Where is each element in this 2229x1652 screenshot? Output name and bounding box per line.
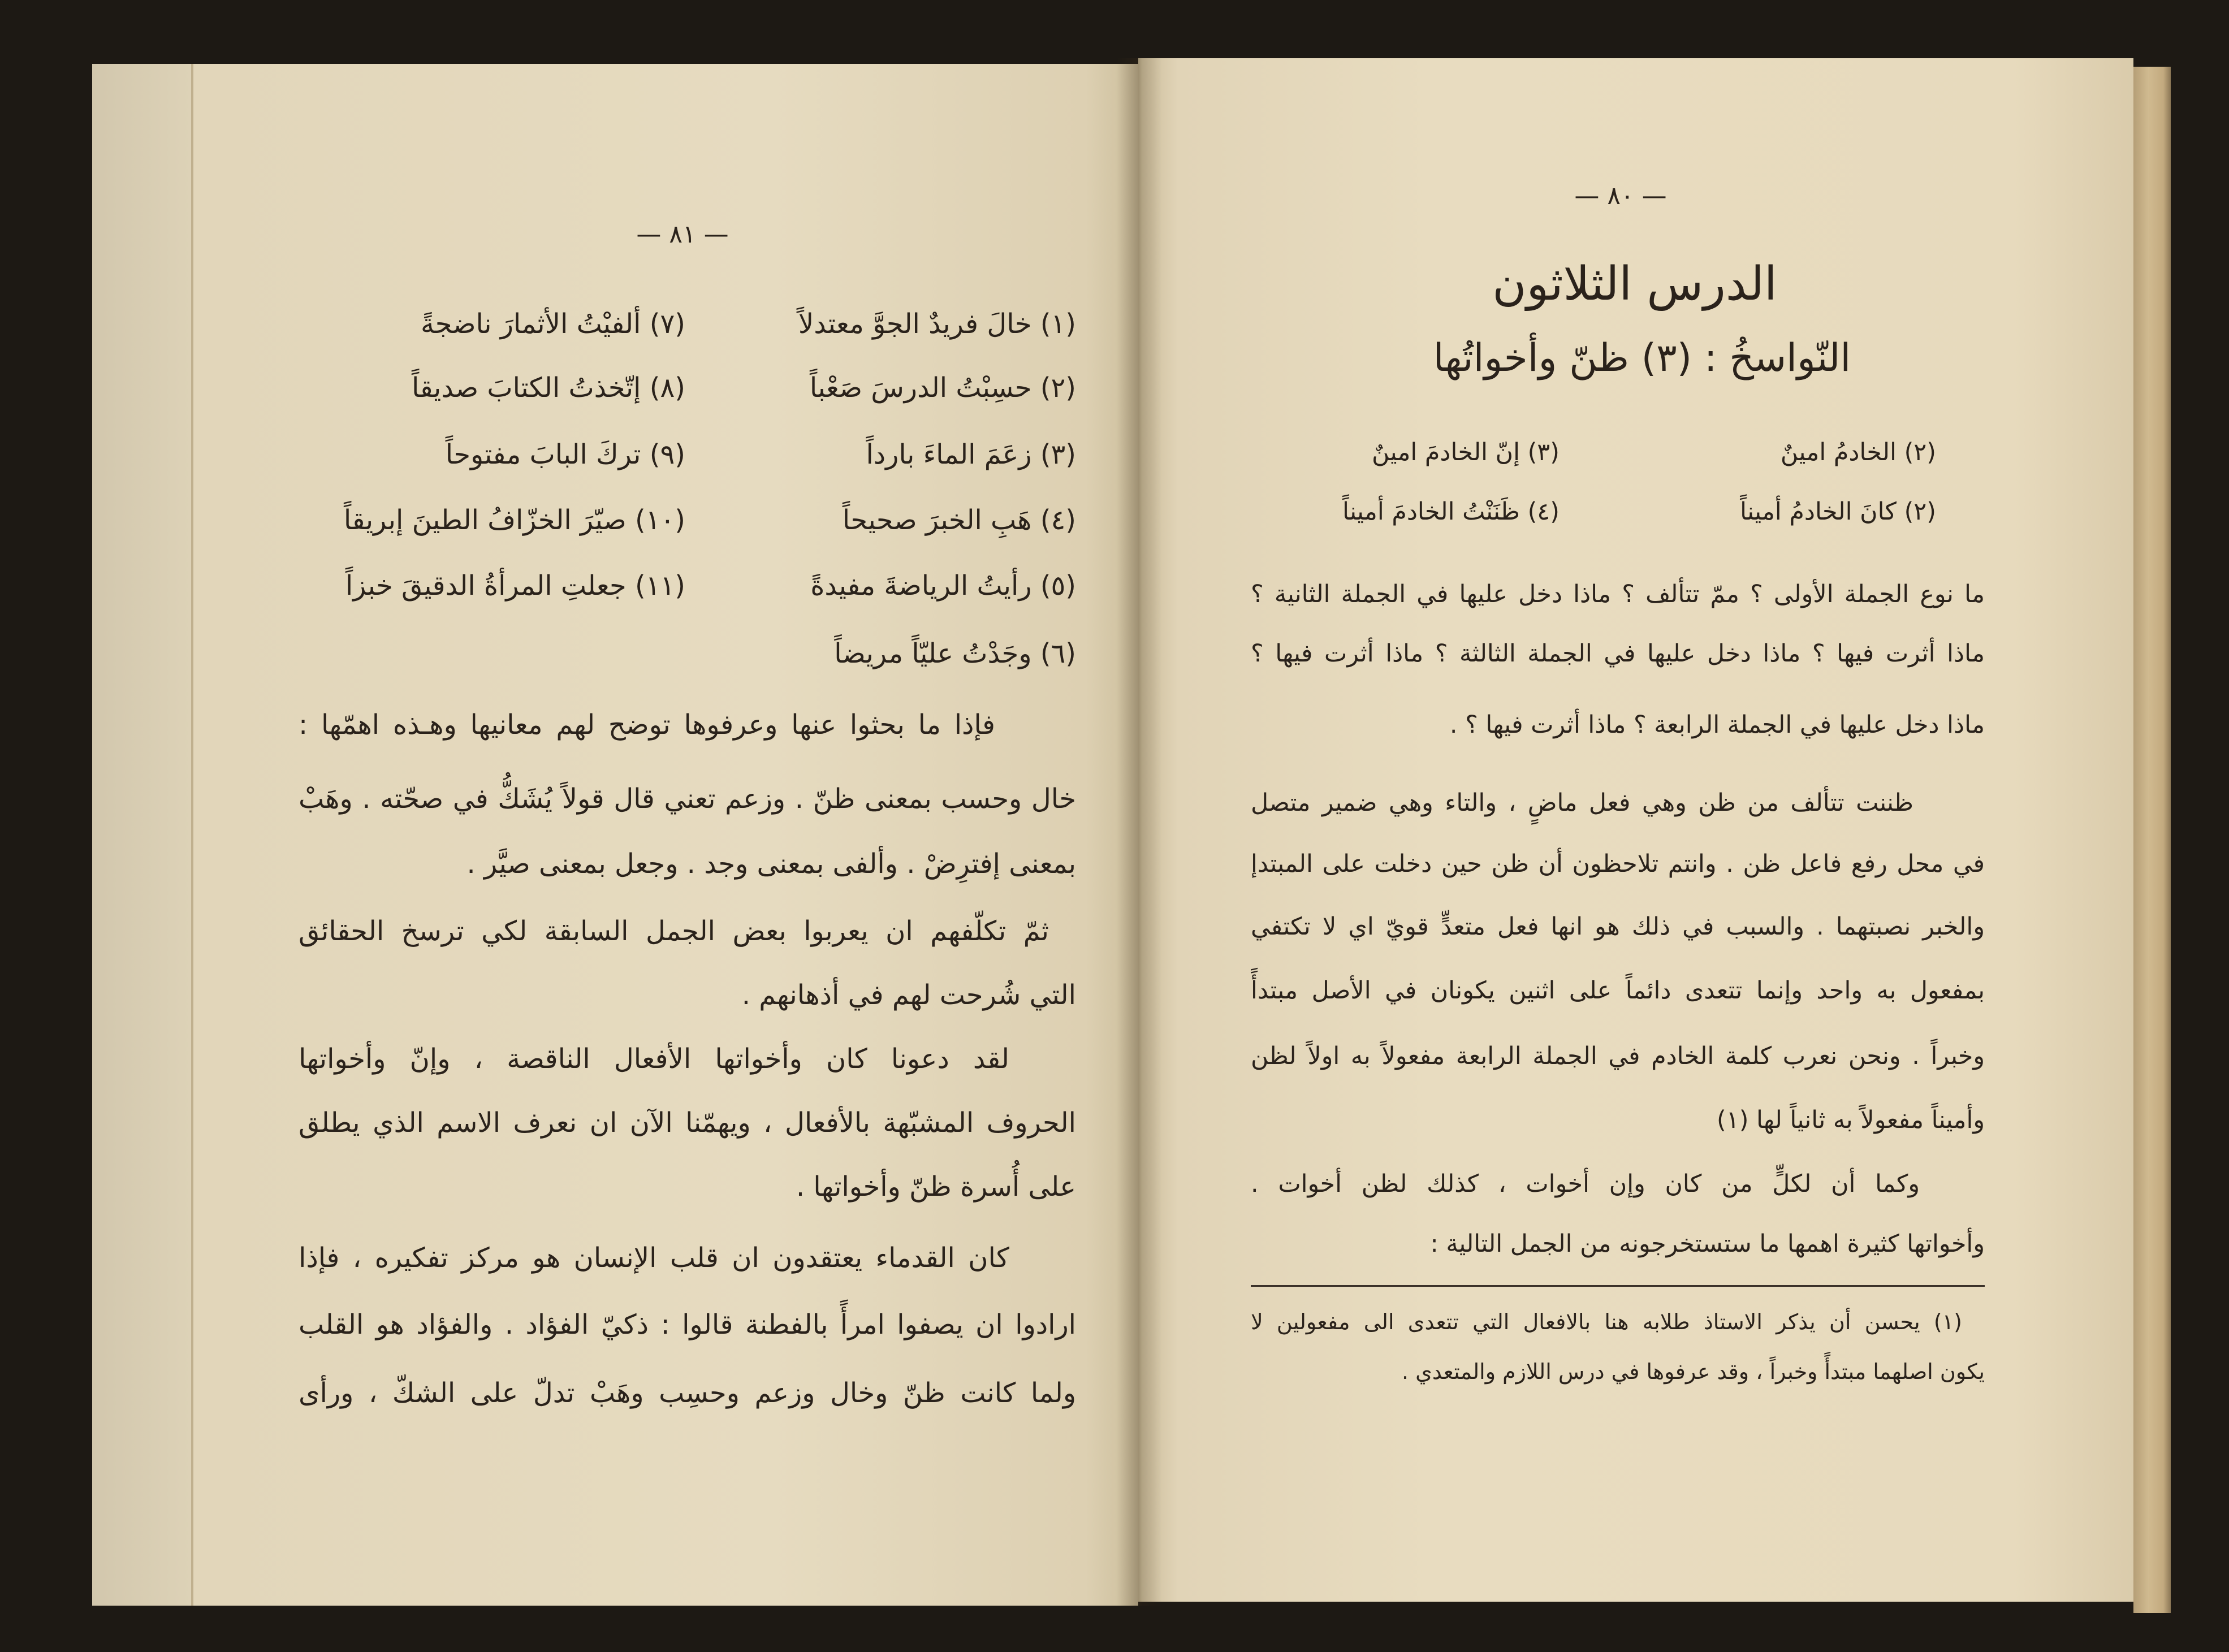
body-line: لقد دعونا كان وأخواتها الأفعال الناقصة ، وإنّ وأخواتها (299, 1043, 1009, 1075)
example-sentence: (٩) تركَ البابَ مفتوحاً (445, 439, 685, 470)
footnote-line: يكون اصلهما مبتدأً وخبراً ، وقد عرفوها في درس اللازم والمتعدي . (1401, 1359, 1985, 1384)
body-line: وأميناً مفعولاً به ثانياً لها (١) (1717, 1106, 1985, 1134)
body-line: بمفعول به واحد وإنما تتعدى دائماً على اثنين يكونان في الأصل مبتدأً (1251, 976, 1985, 1005)
example-sentence: (٢) كانَ الخادمُ أميناً (1740, 498, 1936, 526)
left-page-text (299, 0, 1076, 1652)
footnote-rule (1251, 1285, 1985, 1287)
body-line: ولما كانت ظنّ وخال وزعم وحسِب وهَبْ تدلّ على الشكّ ، ورأى (299, 1377, 1076, 1409)
example-sentence: (١٠) صيّرَ الخزّافُ الطينَ إبريقاً (343, 504, 685, 536)
example-sentence: (١١) جعلتِ المرأةُ الدقيقَ خبزاً (345, 570, 685, 602)
lesson-title: الدرس الثلاثون (1492, 257, 1777, 311)
body-line: خال وحسب بمعنى ظنّ . وزعم تعني قال قولاً يُشَكُّ في صحّته . وهَبْ (299, 783, 1076, 815)
example-sentence: (٥) رأيتُ الرياضةَ مفيدةً (810, 570, 1076, 602)
example-sentence: (٣) زعَمَ الماءَ بارداً (866, 439, 1076, 470)
body-line: ماذا دخل عليها في الجملة الرابعة ؟ ماذا أثرت فيها ؟ . (1449, 711, 1985, 739)
body-line: ظننت تتألف من ظن وهي فعل ماضٍ ، والتاء وهي ضمير متصل (1251, 789, 1913, 817)
body-line: وأخواتها كثيرة اهمها ما ستستخرجونه من الجمل التالية : (1430, 1230, 1985, 1258)
example-sentence: (٤) ظَنَنْتُ الخادمَ أميناً (1342, 498, 1560, 526)
body-line: الحروف المشبّهة بالأفعال ، ويهمّنا الآن ان نعرف الاسم الذي يطلق (299, 1107, 1076, 1139)
example-sentence: (٢) الخادمُ امينٌ (1780, 438, 1936, 466)
example-sentence: (٦) وجَدْتُ عليّاً مريضاً (834, 638, 1076, 669)
example-sentence: (٤) هَبِ الخبرَ صحيحاً (842, 504, 1076, 536)
body-line: في محل رفع فاعل ظن . وانتم تلاحظون أن ظن حين دخلت على المبتدإ (1251, 850, 1985, 878)
body-line: على أُسرة ظنّ وأخواتها . (796, 1171, 1076, 1203)
page-number: — ٨٠ — (1574, 181, 1667, 210)
body-line: بمعنى إفترِضْ . وألفى بمعنى وجد . وجعل بمعنى صيَّر . (466, 848, 1076, 880)
footnote-line: (١) يحسن أن يذكر الاستاذ طلابه هنا بالافعال التي تتعدى الى مفعولين لا (1251, 1309, 1962, 1334)
lesson-subtitle: النّواسخُ : (٣) ظنّ وأخواتُها (1433, 336, 1851, 380)
body-line: ارادوا ان يصفوا امرأً بالفطنة قالوا : ذكيّ الفؤاد . والفؤاد هو القلب (299, 1309, 1076, 1340)
example-sentence: (٢) حسِبْتُ الدرسَ صَعْباً (809, 372, 1076, 404)
body-line: التي شُرحت لهم في أذهانهم . (741, 979, 1076, 1011)
body-line: فإذا ما بحثوا عنها وعرفوها توضح لهم معانيها وهـذه اهمّها : (299, 709, 995, 741)
page-edge-stack (2133, 67, 2171, 1613)
example-sentence: (٨) إتّخذتُ الكتابَ صديقاً (411, 372, 685, 404)
body-line: ثمّ تكلّفهم ان يعربوا بعض الجمل السابقة لكي ترسخ الحقائق (299, 915, 1049, 947)
example-sentence: (١) خالَ فريدٌ الجوَّ معتدلاً (798, 308, 1076, 340)
page-number: — ٨١ — (636, 220, 729, 249)
left-page-folded-flap (92, 64, 193, 1606)
body-line: والخبر نصبتهما . والسبب في ذلك هو انها فعل متعدٍّ قويّ اي لا تكتفي (1251, 913, 1985, 941)
example-sentence: (٧) ألفيْتُ الأثمارَ ناضجةً (421, 308, 685, 340)
body-line: كان القدماء يعتقدون ان قلب الإنسان هو مركز تفكيره ، فإذا (299, 1242, 1009, 1274)
example-sentence: (٣) إنّ الخادمَ امينٌ (1372, 438, 1560, 466)
right-page-text (1251, 0, 1985, 1652)
body-line: ماذا أثرت فيها ؟ ماذا دخل عليها في الجملة الثالثة ؟ ماذا أثرت فيها ؟ (1251, 639, 1985, 668)
gutter-shadow (1117, 58, 1162, 1606)
body-line: وكما أن لكلٍّ من كان وإن أخوات ، كذلك لظن أخوات . (1251, 1170, 1920, 1198)
body-line: ما نوع الجملة الأولى ؟ ممّ تتألف ؟ ماذا دخل عليها في الجملة الثانية ؟ (1251, 580, 1985, 608)
body-line: وخبراً . ونحن نعرب كلمة الخادم في الجملة الرابعة مفعولاً به اولاً لظن (1251, 1042, 1985, 1070)
